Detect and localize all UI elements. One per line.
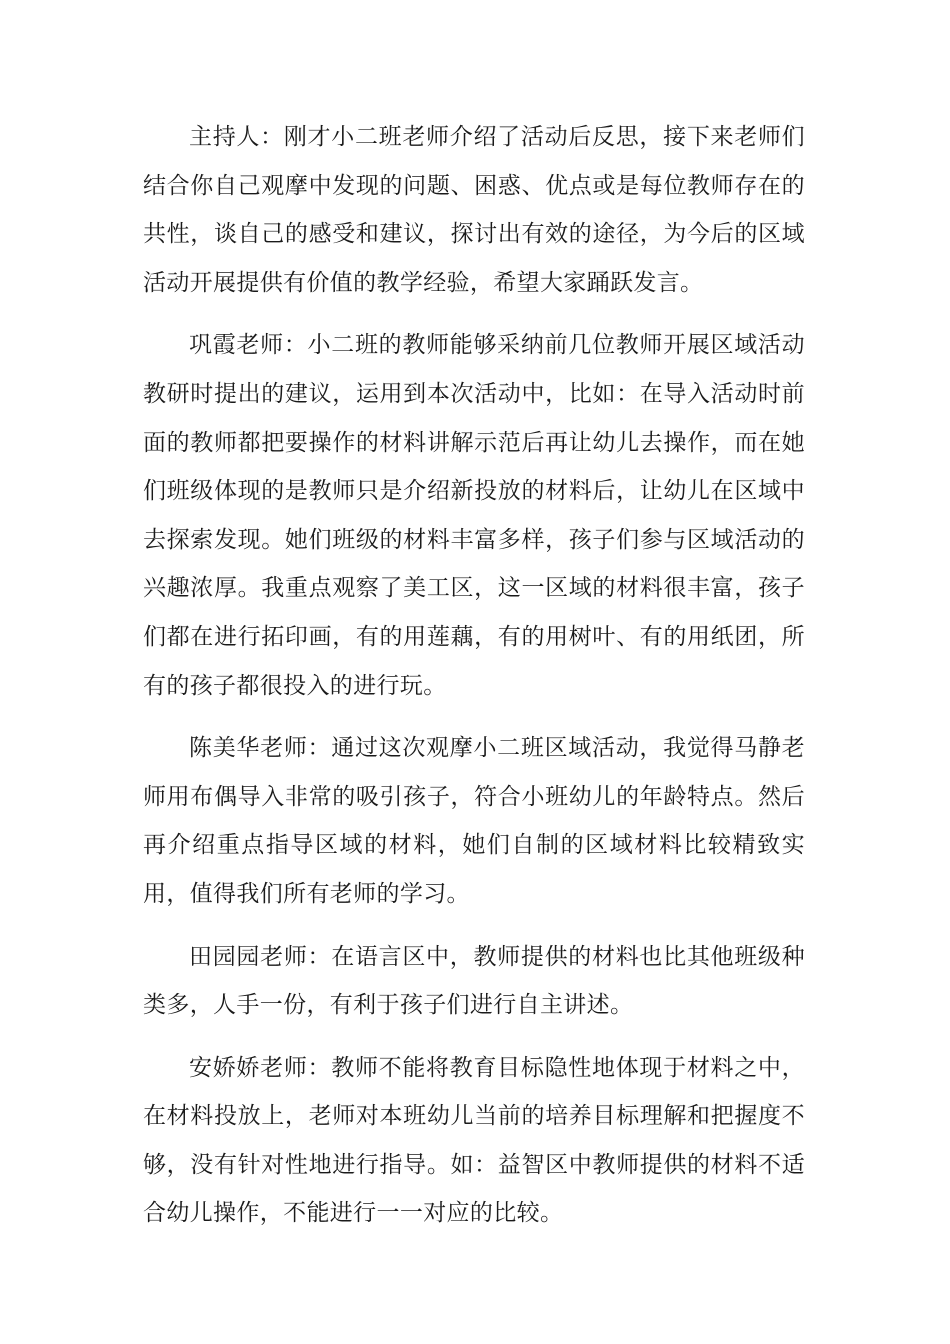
paragraph-tian-yuanyuan: 田园园老师：在语言区中，教师提供的材料也比其他班级种类多，人手一份，有利于孩子们进行自主讲述。 — [143, 943, 805, 1019]
paragraph-gong-xia: 巩霞老师：小二班的教师能够采纳前几位教师开展区域活动教研时提出的建议，运用到本次活动中，比如：在导入活动时前面的教师都把要操作的材料讲解示范后再让幼儿去操作，而在她们班级体现的是教师只是介绍新投放的材料后，让幼儿在区域中去探索发现。她们班级的材料丰富多样，孩子们参与区域活动的兴趣浓厚。我重点观察了美工区，这一区域的材料很丰富，孩子们都在进行拓印画，有的用莲藕，有的用树叶、有的用纸团，所有的孩子都很投入的进行玩。 — [143, 332, 805, 699]
document-body — [143, 113, 805, 1252]
paragraph-host-intro: 主持人：刚才小二班老师介绍了活动后反思，接下来老师们结合你自己观摩中发现的问题、困惑、优点或是每位教师存在的共性，谈自己的感受和建议，探讨出有效的途径，为今后的区域活动开展提供有价值的教学经验，希望大家踊跃发言。 — [143, 124, 805, 296]
paragraph-chen-meihua: 陈美华老师：通过这次观摩小二班区域活动，我觉得马静老师用布偶导入非常的吸引孩子，符合小班幼儿的年龄特点。然后再介绍重点指导区域的材料，她们自制的区域材料比较精致实用，值得我们所有老师的学习。 — [143, 735, 805, 907]
paragraph-an-jiaojiao: 安娇娇老师：教师不能将教育目标隐性地体现于材料之中，在材料投放上，老师对本班幼儿当前的培养目标理解和把握度不够，没有针对性地进行指导。如：益智区中教师提供的材料不适合幼儿操作，不能进行一一对应的比较。 — [143, 1054, 805, 1227]
